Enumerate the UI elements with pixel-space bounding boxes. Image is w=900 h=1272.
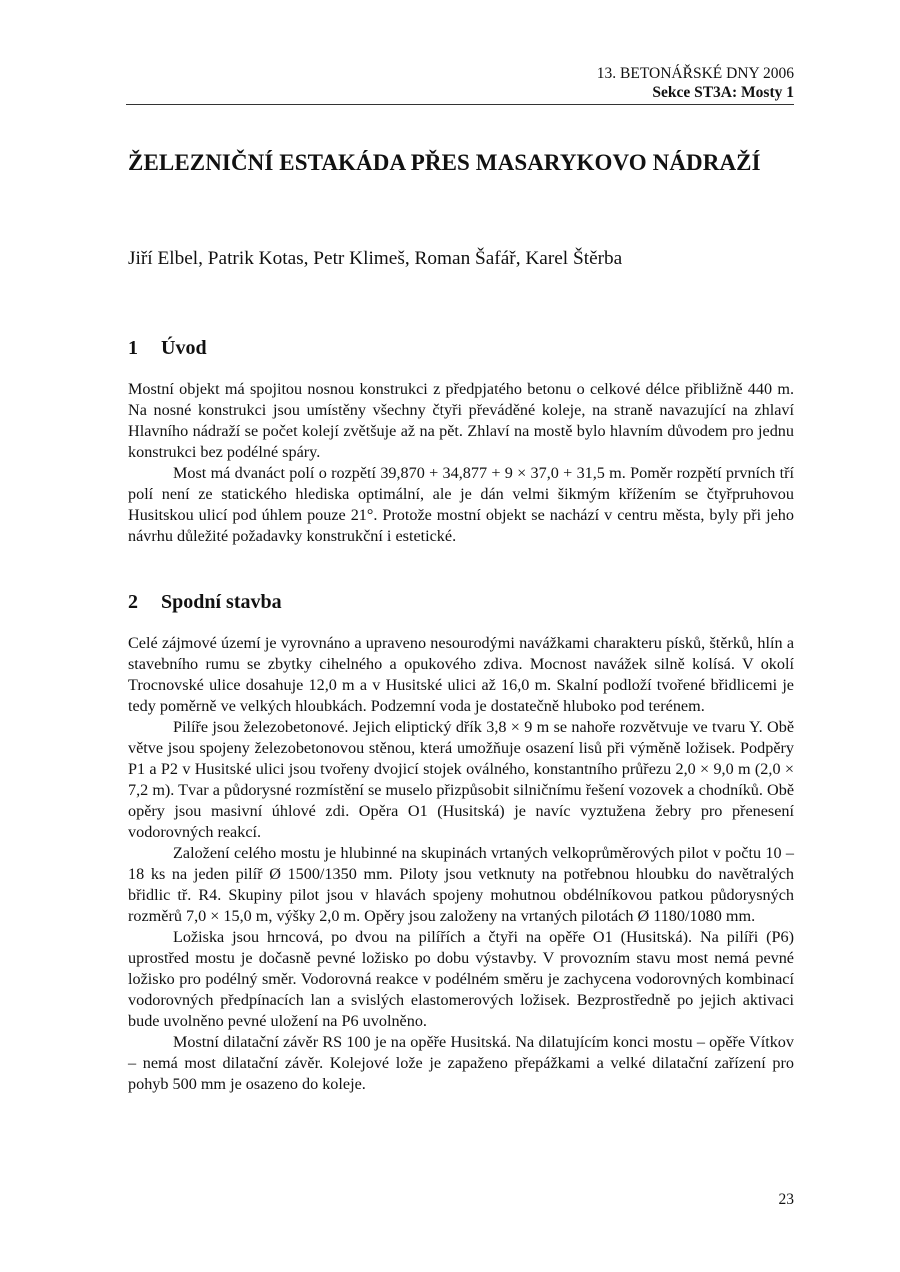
section-heading-uvod	[128, 336, 207, 360]
header-divider	[126, 104, 794, 105]
paragraph: Celé zájmové území je vyrovnáno a upraveno nesourodými navážkami charakteru písků, štěrků, hlín a stavebního rumu se zbytky cihelného a opukového zdiva. Mocnost navážek silně kolísá. V okolí Trocnovské ulice dosahuje 12,0 m a v Husitské ulici až 16,0 m. Skalní podloží tvořené břidlicemi je tedy poměrně ve velkých hloubkách. Podzemní voda je dostatečně hluboko pod terénem.	[128, 634, 794, 715]
section-title: Úvod	[161, 337, 207, 359]
paragraph: Most má dvanáct polí o rozpětí 39,870 + 34,877 + 9 × 37,0 + 31,5 m. Poměr rozpětí prvních tří polí není ze statického hlediska optimální, ale je dán velmi šikmým křížením se čtyřpruhovou Husitskou ulicí pod úhlem pouze 21°. Protože mostní objekt se nachází v centru města, byly při jeho návrhu důležité požadavky konstrukční i estetické.	[128, 464, 794, 545]
section-heading-spodni-stavba	[128, 590, 282, 614]
section-number: 2	[128, 591, 138, 613]
paragraph: Pilíře jsou železobetonové. Jejich eliptický dřík 3,8 × 9 m se nahoře rozvětvuje ve tvaru Y. Obě větve jsou spojeny železobetonovou stěnou, která umožňuje osazení lisů při výměně ložisek. Podpěry P1 a P2 v Husitské ulici jsou tvořeny dvojicí stojek oválného, konstantního průřezu 2,0 × 9,0 m (2,0 × 7,2 m). Tvar a půdorysné rozmístění se muselo přizpůsobit silničnímu řešení vozovek a chodníků. Obě opěry jsou masivní úhlové zdi. Opěra O1 (Husitská) je navíc vyztužena žebry pro přenesení vodorovných reakcí.	[128, 718, 794, 841]
running-header	[126, 64, 794, 102]
section-label: Sekce ST3A: Mosty 1	[652, 84, 794, 101]
section-body-uvod	[128, 379, 794, 547]
paragraph: Mostní dilatační závěr RS 100 je na opěře Husitská. Na dilatujícím konci mostu – opěře Vítkov – nemá most dilatační závěr. Kolejové lože je zapaženo přepážkami a velké dilatační zařízení pro pohyb 500 mm je osazeno do koleje.	[128, 1033, 794, 1093]
paragraph: Mostní objekt má spojitou nosnou konstrukci z předpjatého betonu o celkové délce přibližně 440 m. Na nosné konstrukci jsou umístěny všechny čtyři převáděné koleje, na straně navazující na zhlaví Hlavního nádraží se počet kolejí zvětšuje až na pět. Zhlaví na mostě bylo hlavním důvodem pro jednu konstrukci bez podélné spáry.	[128, 380, 794, 461]
section-number: 1	[128, 337, 138, 359]
section-body-spodni-stavba	[128, 633, 794, 1095]
section-title: Spodní stavba	[161, 591, 282, 613]
paragraph: Ložiska jsou hrncová, po dvou na pilířích a čtyři na opěře O1 (Husitská). Na pilíři (P6) uprostřed mostu je dočasně pevné ložisko po dobu výstavby. V provozním stavu most nemá pevné ložisko pro podélný směr. Vodorovná reakce v podélném směru je zachycena vodorovných kombinací vodorovných předpínacích lan a svislých elastomerových ložisek. Bezprostředně po jejich aktivaci bude uvolněno pevné uložení na P6 uvolněno.	[128, 928, 794, 1030]
paragraph: Založení celého mostu je hlubinné na skupinách vrtaných velkoprůměrových pilot v počtu 10 – 18 ks na jeden pilíř Ø 1500/1350 mm. Piloty jsou vetknuty na potřebnou hloubku do navětralých břidlic tř. R4. Skupiny pilot jsou v hlavách spojeny mohutnou obdélníkovou patkou půdorysných rozměrů 7,0 × 15,0 m, výšky 2,0 m. Opěry jsou založeny na vrtaných pilotách Ø 1180/1080 mm.	[128, 844, 794, 925]
paper-title: ŽELEZNIČNÍ ESTAKÁDA PŘES MASARYKOVO NÁDRAŽÍ	[128, 150, 761, 175]
author-list: Jiří Elbel, Patrik Kotas, Petr Klimeš, Roman Šafář, Karel Štěrba	[128, 248, 623, 269]
page-number: 23	[778, 1191, 794, 1208]
conference-name: 13. BETONÁŘSKÉ DNY 2006	[596, 65, 794, 82]
